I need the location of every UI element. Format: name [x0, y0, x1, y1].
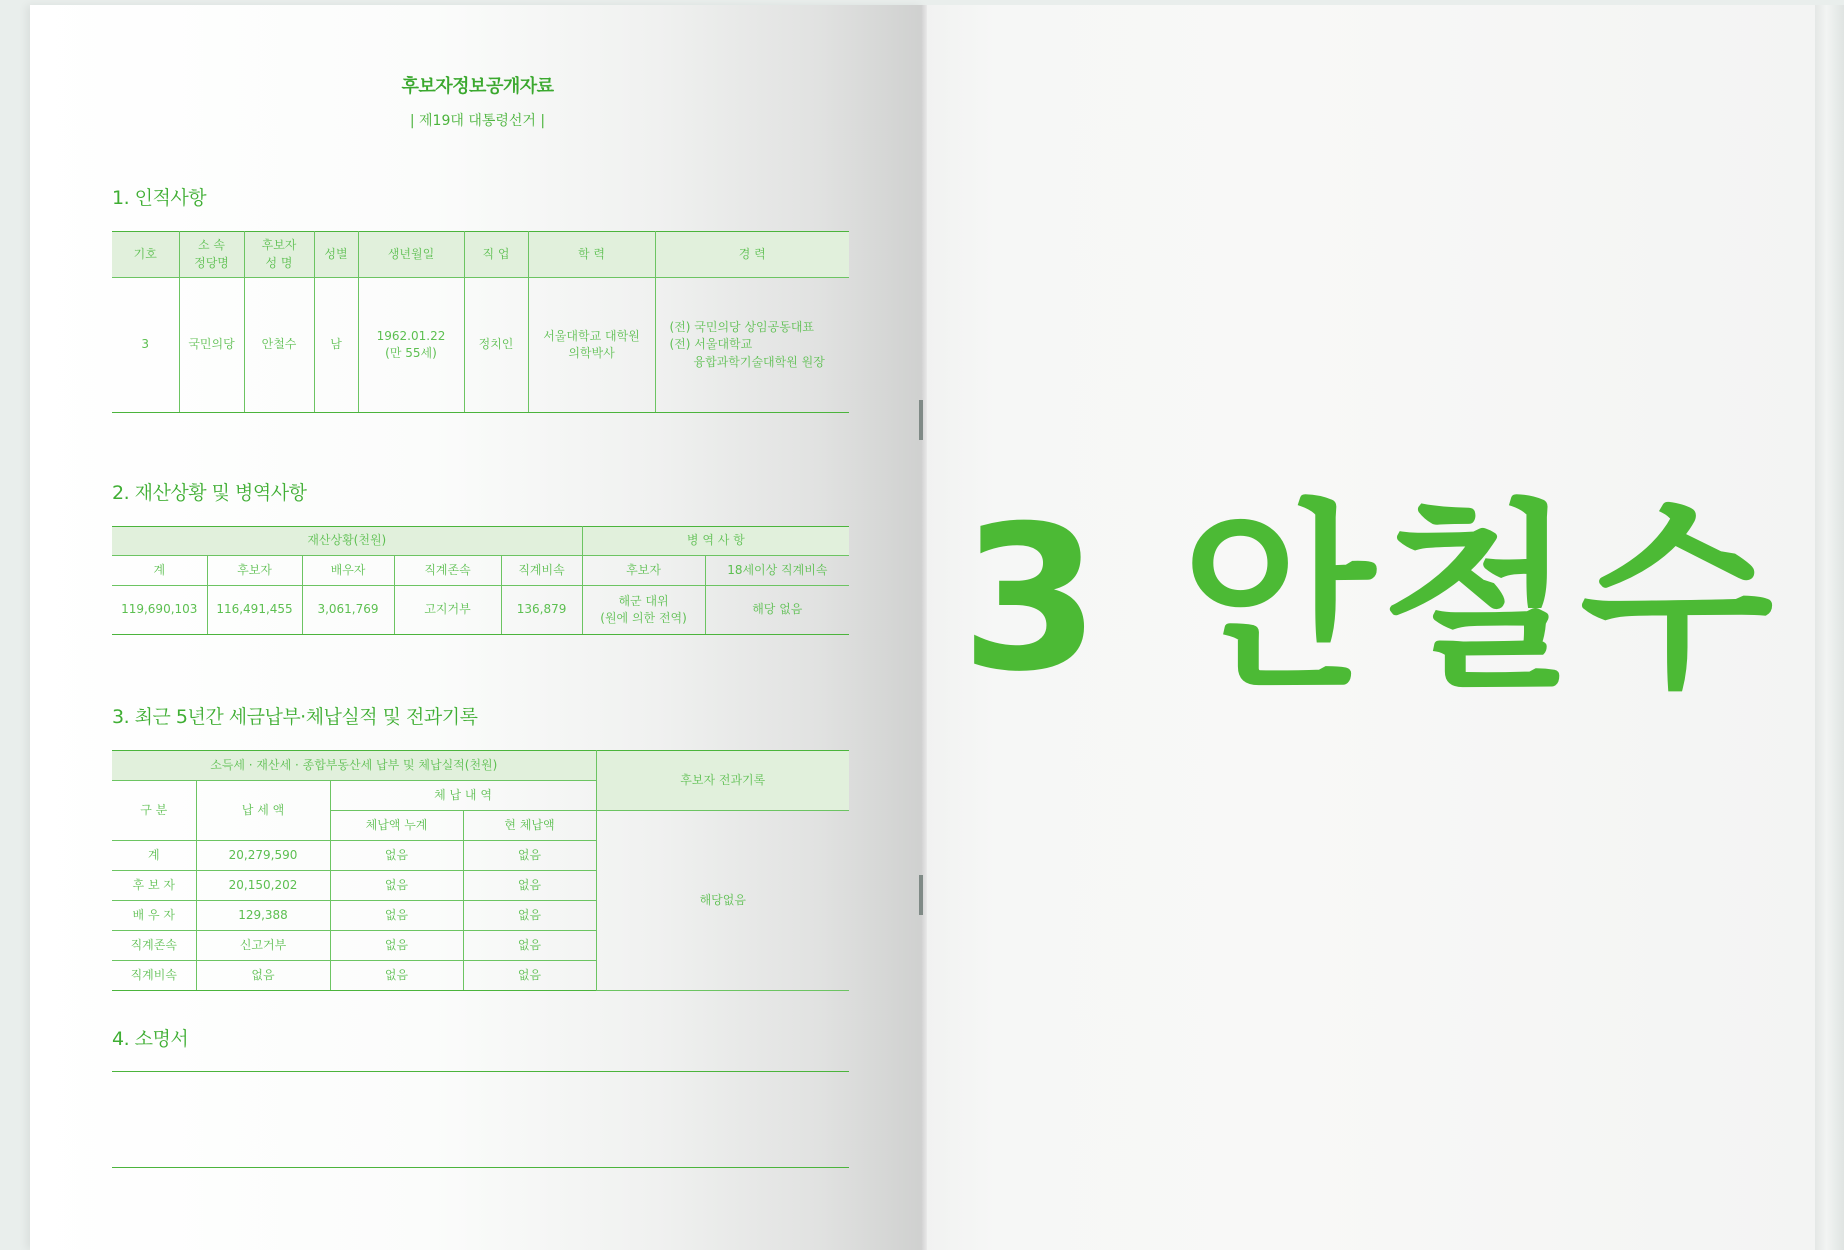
table-row-total: 없음	[330, 871, 463, 901]
value-cell: 해군 대위 (원에 의한 전역)	[582, 586, 705, 635]
personal-info-table	[112, 231, 849, 413]
candidate-gender: 남	[314, 278, 358, 413]
table-row-label: 계	[112, 841, 196, 871]
table-row-paid: 신고거부	[196, 931, 330, 961]
table-row-label: 배 우 자	[112, 901, 196, 931]
tax-criminal-table	[112, 750, 849, 991]
career-line: (전) 서울대학교	[669, 337, 753, 352]
career-line: (전) 국민의당 상임공동대표	[669, 319, 815, 334]
candidate-job: 정치인	[464, 278, 528, 413]
table-row-paid: 20,279,590	[196, 841, 330, 871]
candidate-cover-title: 3 안철수	[960, 483, 1780, 716]
section-title-property: 2. 재산상황 및 병역사항	[112, 482, 307, 504]
header-cell: 소 속 정당명	[179, 232, 244, 278]
property-military-table	[112, 526, 849, 635]
arrears-header: 체 납 내 역	[330, 781, 596, 811]
header-cell: 직 업	[464, 232, 528, 278]
candidate-birth: 1962.01.22 (만 55세)	[358, 278, 464, 413]
table-row-total: 없음	[330, 841, 463, 871]
page-edge	[1815, 5, 1844, 1250]
header-cell: 후보자 성 명	[244, 232, 314, 278]
section-title-tax: 3. 최근 5년간 세금납부·체납실적 및 전과기록	[112, 706, 478, 728]
arrears-current-header: 현 체납액	[463, 811, 596, 841]
criminal-record: 해당없음	[596, 811, 849, 991]
military-header: 병 역 사 항	[582, 527, 849, 556]
table-row-current: 없음	[463, 841, 596, 871]
candidate-number: 3	[112, 278, 179, 413]
spine-mark	[919, 400, 923, 440]
value-cell: 3,061,769	[302, 586, 394, 635]
candidate-name: 안철수	[244, 278, 314, 413]
candidate-career	[655, 278, 849, 413]
header-cell: 성별	[314, 232, 358, 278]
candidate-party: 국민의당	[179, 278, 244, 413]
category-header: 구 분	[112, 781, 196, 841]
sub-header-cell: 직계존속	[394, 556, 501, 586]
table-row-total: 없음	[330, 961, 463, 991]
table-row-current: 없음	[463, 901, 596, 931]
table-row-paid: 129,388	[196, 901, 330, 931]
property-header: 재산상황(천원)	[112, 527, 582, 556]
sub-header-cell: 배우자	[302, 556, 394, 586]
table-row-current: 없음	[463, 871, 596, 901]
document-title: 후보자정보공개자료	[401, 76, 554, 97]
arrears-total-header: 체납액 누계	[330, 811, 463, 841]
header-cell: 생년월일	[358, 232, 464, 278]
value-cell: 119,690,103	[112, 586, 207, 635]
header-cell: 경 력	[655, 232, 849, 278]
table-row-paid: 20,150,202	[196, 871, 330, 901]
table-row-label: 후 보 자	[112, 871, 196, 901]
sub-header-cell: 후보자	[582, 556, 705, 586]
table-row-label: 직계존속	[112, 931, 196, 961]
section-title-statement: 4. 소명서	[112, 1028, 189, 1050]
paid-header: 납 세 액	[196, 781, 330, 841]
table-row-total: 없음	[330, 931, 463, 961]
table-row-paid: 없음	[196, 961, 330, 991]
sub-header-cell: 직계비속	[501, 556, 582, 586]
sub-header-cell: 계	[112, 556, 207, 586]
value-cell: 고지거부	[394, 586, 501, 635]
table-row-label: 직계비속	[112, 961, 196, 991]
table-row-current: 없음	[463, 931, 596, 961]
value-cell: 136,879	[501, 586, 582, 635]
sub-header-cell: 후보자	[207, 556, 302, 586]
criminal-header: 후보자 전과기록	[596, 751, 849, 811]
tax-header: 소득세 · 재산세 · 종합부동산세 납부 및 체납실적(천원)	[112, 751, 596, 781]
section-title-personal: 1. 인적사항	[112, 187, 207, 209]
career-line: 융합과학기술대학원 원장	[693, 354, 825, 369]
statement-bottom-rule	[112, 1167, 849, 1168]
statement-top-rule	[112, 1071, 849, 1072]
table-row-current: 없음	[463, 961, 596, 991]
value-cell: 해당 없음	[705, 586, 849, 635]
table-row-total: 없음	[330, 901, 463, 931]
value-cell: 116,491,455	[207, 586, 302, 635]
document-subtitle: | 제19대 대통령선거 |	[409, 113, 546, 129]
header-cell: 학 력	[528, 232, 655, 278]
candidate-education: 서울대학교 대학원 의학박사	[528, 278, 655, 413]
header-cell: 기호	[112, 232, 179, 278]
spine-mark	[919, 875, 923, 915]
sub-header-cell: 18세이상 직계비속	[705, 556, 849, 586]
